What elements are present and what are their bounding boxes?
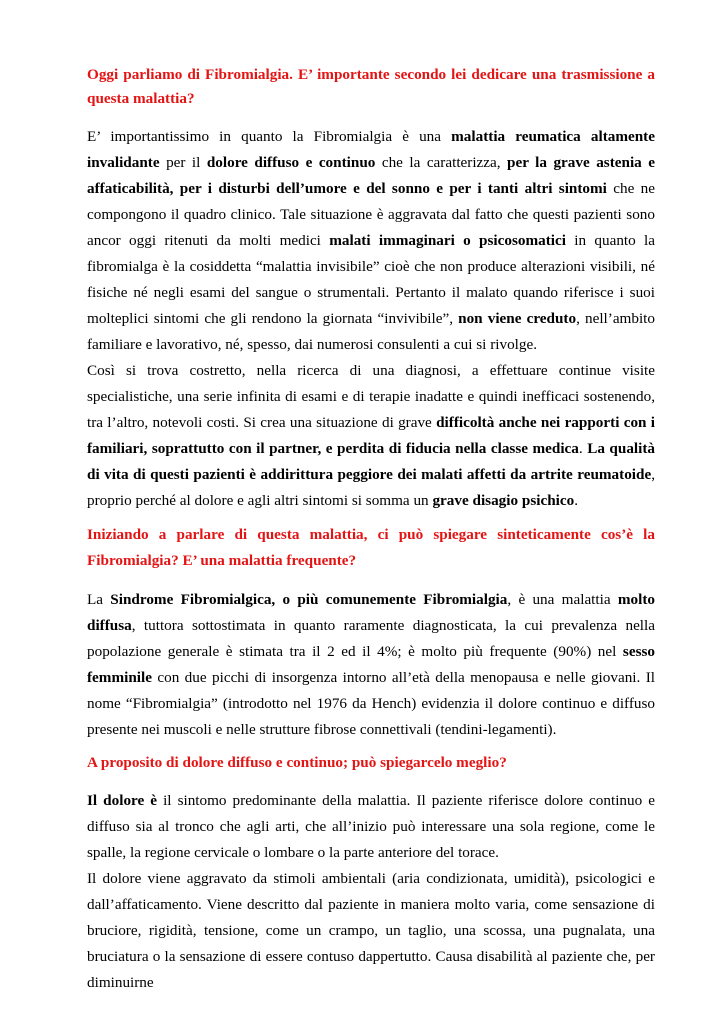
paragraph — [87, 788, 655, 866]
text-run: per il — [159, 154, 207, 171]
bold-text-run: Sindrome Fibromialgica, o più comunemente Fibromialgia — [110, 591, 508, 608]
bold-text-run: dolore diffuso e continuo — [206, 154, 376, 171]
text-run: , proprio perché al dolore e agli altri sintomi si somma un — [87, 466, 655, 509]
bold-text-run: grave disagio psichico — [432, 492, 575, 509]
text-run: , è una malattia — [507, 591, 618, 608]
bold-text-run: malattia reumatica altamente invalidante — [87, 128, 655, 171]
question-heading: Oggi parliamo di Fibromialgia. E’ importante secondo lei dedicare una trasmissione a questa malattia? — [87, 66, 655, 107]
text-run: che ne compongono il quadro clinico. Tale situazione è aggravata dal fatto che questi pazienti sono ancor oggi ritenuti da molti medici — [87, 180, 655, 249]
text-run: Così si trova costretto, nella ricerca di una diagnosi, a effettuare continue visite specialistiche, una serie infinita di esami e di terapie inadatte e quindi inefficaci sostenendo, tra l’altro, notevoli costi. Si crea una situazione di grave — [87, 362, 655, 431]
bold-text-run: difficoltà anche nei rapporti con i familiari, soprattutto con il partner, e perdita di fiducia nella classe medica — [87, 414, 655, 457]
text-run: La — [87, 591, 111, 608]
text-run: , nell’ambito familiare e lavorativo, né, spesso, dai numerosi consulenti a cui si rivolge. — [87, 310, 655, 353]
text-run: che la caratterizza, — [375, 154, 508, 171]
text-run: in quanto la fibromialga è la cosiddetta “malattia invisibile” cioè che non produce alterazioni visibili, né fisiche né negli esami del sangue o strumentali. Pertanto il malato quando riferisce i suoi molteplici sintomi che gli rendono la giornata “invivibile”, — [87, 232, 656, 327]
text-run: con due picchi di insorgenza intorno all’età della menopausa e nelle giovani. Il nome “Fibromialgia” (introdotto nel 1976 da Hench) evidenzia il dolore continuo e diffuso presente nei muscoli e nelle strutture fibrose connettivali (tendini-legamenti). — [87, 669, 655, 738]
paragraph — [87, 866, 655, 996]
text-run: il sintomo predominante della malattia. Il paziente riferisce dolore continuo e diffuso sia al tronco che agli arti, che all’inizio può interessare una sola regione, come le spalle, la regione cervicale o lombare o la parte anteriore del torace. — [87, 792, 655, 861]
question-heading: Iniziando a parlare di questa malattia, ci può spiegare sinteticamente cos’è la Fibromialgia? E’ una malattia frequente? — [87, 526, 655, 569]
text-run: E’ importantissimo in quanto la Fibromialgia è una — [87, 128, 452, 145]
bold-text-run: La qualità di vita di questi pazienti è addirittura peggiore dei malati affetti da artrite reumatoide — [87, 440, 656, 483]
text-run: Il dolore viene aggravato da stimoli ambientali (aria condizionata, umidità), psicologici e dall’affaticamento. Viene descritto dal paziente in maniera molto varia, come sensazione di bruciore, rigidità, tensione, come un crampo, un taglio, una scossa, una pugnalata, una bruciatura o la sensazione di essere contuso dappertutto. Causa disabilità al paziente che, per diminuirne — [87, 870, 655, 991]
bold-text-run: malati immaginari o psicosomatici — [329, 232, 566, 249]
document-page — [87, 63, 655, 996]
bold-text-run: non viene creduto — [458, 310, 577, 327]
text-run: , tuttora sottostimata in quanto raramente diagnosticata, la cui prevalenza nella popolazione generale è stimata tra il 2 ed il 4%; è molto più frequente (90%) nel — [87, 617, 655, 660]
text-run: . — [574, 492, 578, 509]
bold-text-run: molto diffusa — [87, 591, 655, 634]
bold-text-run: Il dolore è — [87, 792, 158, 809]
paragraph — [87, 358, 655, 514]
paragraph — [87, 587, 655, 743]
bold-text-run: per la grave astenia e affaticabilità, per i disturbi dell’umore e del sonno e per i tanti altri sintomi — [87, 154, 655, 197]
bold-text-run: sesso femminile — [87, 643, 655, 686]
text-run: . — [578, 440, 588, 457]
question-heading: A proposito di dolore diffuso e continuo; può spiegarcelo meglio? — [87, 754, 507, 771]
paragraph — [87, 124, 655, 358]
